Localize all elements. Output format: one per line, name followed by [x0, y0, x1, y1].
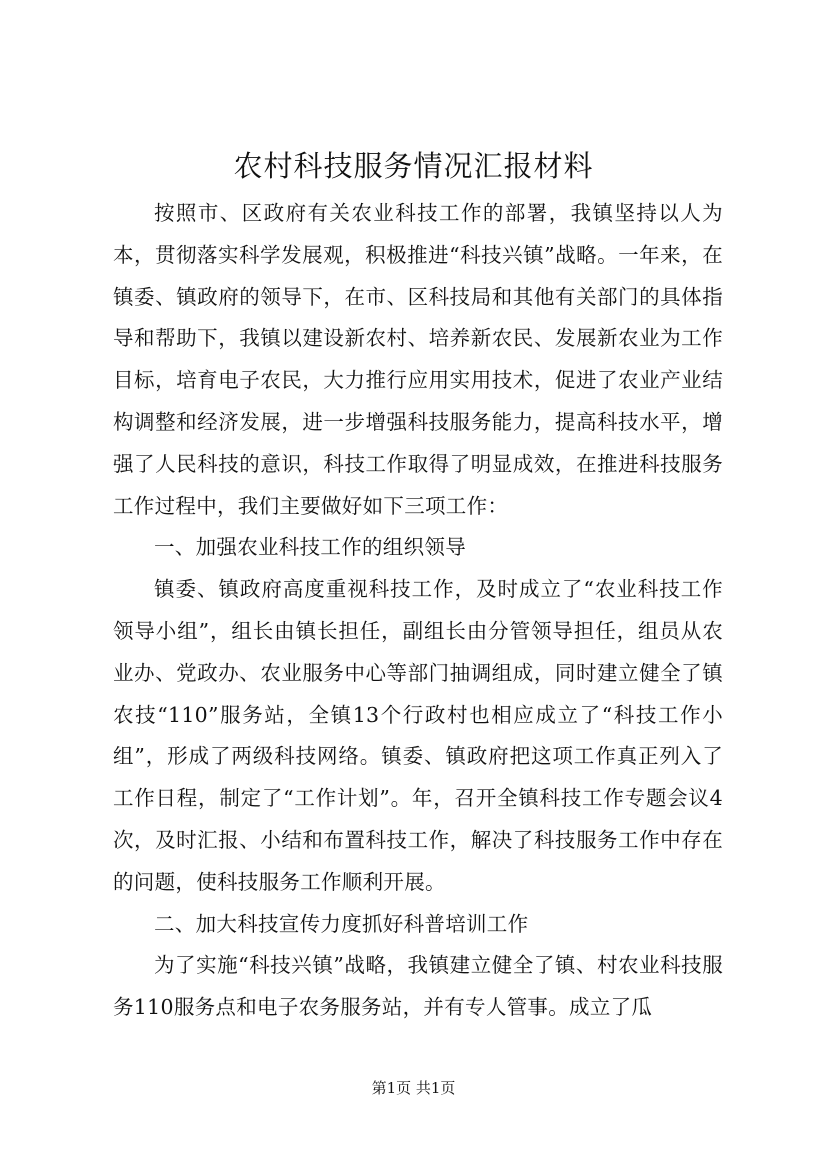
- page-number-footer: 第1页 共1页: [371, 1079, 456, 1097]
- document-body: [113, 193, 723, 1029]
- section-heading-1: 一、加强农业科技工作的组织领导: [154, 535, 466, 560]
- document-title: 农村科技服务情况汇报材料: [233, 149, 594, 183]
- section-heading-2: 二、加大科技宣传力度抓好科普培训工作: [154, 911, 529, 936]
- intro-paragraph: 按照市、区政府有关农业科技工作的部署，我镇坚持以人为本，贯彻落实科学发展观，积极推进“科技兴镇”战略。一年来，在镇委、镇政府的领导下，在市、区科技局和其他有关部门的具体指导和帮助下，我镇以建设新农村、培养新农民、发展新农业为工作目标，培育电子农民，大力推行应用实用技术，促进了农业产业结构调整和经济发展，进一步增强科技服务能力，提高科技水平，增强了人民科技的意识，科技工作取得了明显成效，在推进科技服务工作过程中，我们主要做好如下三项工作：: [113, 201, 723, 518]
- section-2-paragraph: 为了实施“科技兴镇”战略，我镇建立健全了镇、村农业科技服务110服务点和电子农务服务站，并有专人管事。成立了瓜: [113, 953, 723, 1020]
- section-1-paragraph: 镇委、镇政府高度重视科技工作，及时成立了“农业科技工作领导小组”，组长由镇长担任，副组长由分管领导担任，组员从农业办、党政办、农业服务中心等部门抽调组成，同时建立健全了镇农技“110”服务站，全镇13个行政村也相应成立了“科技工作小组”，形成了两级科技网络。镇委、镇政府把这项工作真正列入了工作日程，制定了“工作计划”。年，召开全镇科技工作专题会议4次，及时汇报、小结和布置科技工作，解决了科技服务工作中存在的问题，使科技服务工作顺利开展。: [113, 577, 723, 894]
